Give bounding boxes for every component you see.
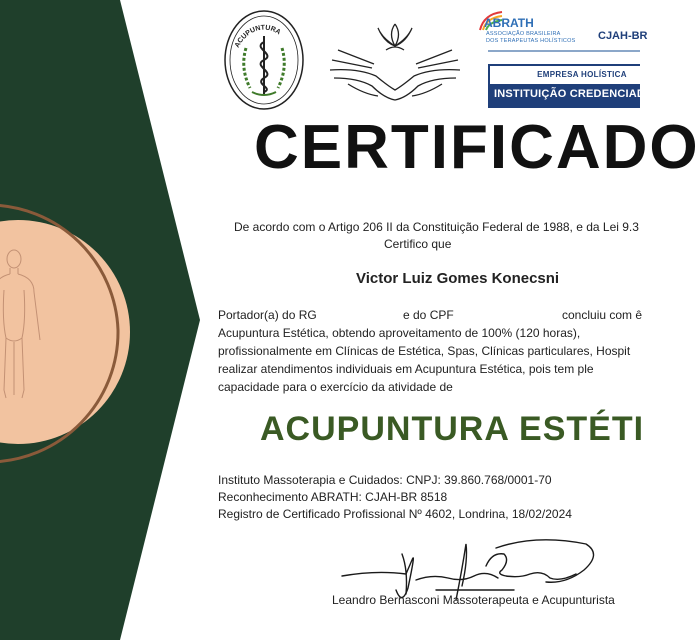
body-line-5: capacidade para o exercício da atividade de xyxy=(218,380,453,394)
certifico-line: Certifico que xyxy=(384,237,452,251)
cpf-label: e do CPF xyxy=(403,308,454,322)
hands-lotus-logo xyxy=(328,20,462,104)
instituicao-label: INSTITUIÇÃO CREDENCIADA xyxy=(494,88,654,100)
abrath-name: ABRATH xyxy=(484,16,534,30)
body-line-3: profissionalmente em Clínicas de Estética, Spas, Clínicas particulares, Hospit xyxy=(218,344,631,358)
credential-box xyxy=(488,64,654,108)
empresa-label: EMPRESA HOLÍSTICA xyxy=(537,70,627,79)
body-line-4: realizar atendimentos individuais em Acupuntura Estética, pois tem ple xyxy=(218,362,594,376)
cjah-code: CJAH-BR xyxy=(598,30,648,42)
course-name: ACUPUNTURA ESTÉTI xyxy=(260,410,645,448)
acupuntura-seal-logo xyxy=(222,8,306,112)
signature-caption: Leandro Bernasconi Massoterapeuta e Acupunturista xyxy=(332,593,615,607)
registration-line: Registro de Certificado Profissional Nº 4602, Londrina, 18/02/2024 xyxy=(218,507,572,521)
rg-label: Portador(a) do RG xyxy=(218,308,317,322)
decorative-side-panel xyxy=(0,0,200,640)
concluiu-text: concluiu com ê xyxy=(562,308,643,322)
registration-line: Instituto Massoterapia e Cuidados: CNPJ: 39.860.768/0001-70 xyxy=(218,473,552,487)
divider xyxy=(488,50,640,52)
certificate-title: CERTIFICADO xyxy=(254,113,700,182)
student-name: Victor Luiz Gomes Konecsni xyxy=(356,270,560,287)
abrath-subtitle-1: ASSOCIAÇÃO BRASILEIRA xyxy=(486,31,561,37)
registration-line: Reconhecimento ABRATH: CJAH-BR 8518 xyxy=(218,490,448,504)
body-line-2: Acupuntura Estética, obtendo aproveitamento de 100% (120 horas), xyxy=(218,326,581,340)
seal-text: ACUPUNTURA xyxy=(233,24,282,50)
abrath-subtitle-2: DOS TERAPEUTAS HOLÍSTICOS xyxy=(486,38,576,44)
legal-intro: De acordo com o Artigo 206 II da Constituição Federal de 1988, e da Lei 9.3 xyxy=(234,220,639,234)
abrath-credential-logo xyxy=(474,4,654,108)
